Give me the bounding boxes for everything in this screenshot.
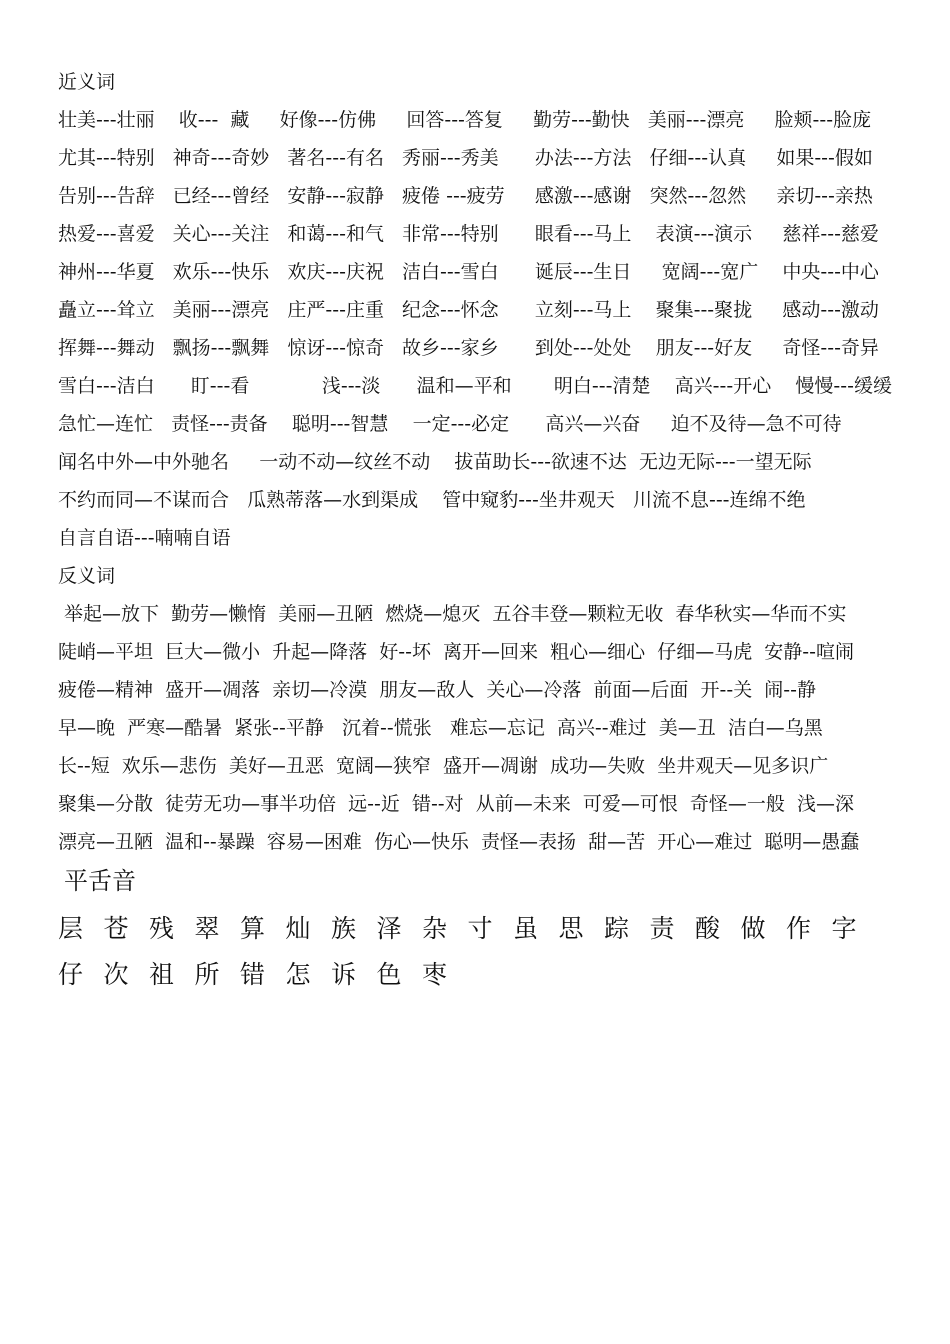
antonym-line: 陡峭—平坦 巨大—微小 升起—降落 好--坏 离开—回来 粗心—细心 仔细—马虎 安静--喧闹 [58,641,854,663]
synonym-line: 告别---告辞 已经---曾经 安静---寂静 疲倦 ---疲劳 感激---感谢 突然---忽然 亲切---亲热 [58,185,873,207]
synonym-line: 自言自语---喃喃自语 [58,527,231,549]
synonyms-heading: 近义词 [58,71,116,93]
flat-tongue-char: 虽 [513,914,539,943]
flat-tongue-char: 所 [194,960,220,989]
flat-tongue-char: 杂 [422,914,448,943]
synonym-line: 矗立---耸立 美丽---漂亮 庄严---庄重 纪念---怀念 立刻---马上 聚集---聚拢 感动---激动 [58,299,879,321]
synonym-line: 不约而同—不谋而合 瓜熟蒂落—水到渠成 管中窥豹---坐井观天 川流不息---连绵不绝 [58,489,806,511]
flat-tongue-char: 怎 [285,960,311,989]
flat-tongue-char: 残 [149,914,175,943]
antonym-line: 长--短 欢乐—悲伤 美好—丑恶 宽阔—狭窄 盛开—凋谢 成功—失败 坐井观天—见多识广 [58,755,829,777]
flat-tongue-char: 次 [103,960,129,989]
antonym-line: 漂亮—丑陋 温和--暴躁 容易—困难 伤心—快乐 责怪—表扬 甜—苦 开心—难过 聪明—愚蠢 [58,831,860,853]
flat-tongue-char: 泽 [376,914,402,943]
flat-tongue-char: 层 [58,914,84,943]
flat-tongue-char: 思 [558,914,584,943]
flat-tongue-char: 仔 [58,960,84,989]
flat-tongue-char: 责 [649,914,675,943]
flat-tongue-row-1 [58,913,877,945]
synonym-line: 雪白---洁白 盯---看 浅---淡 温和—平和 明白---清楚 高兴---开心 慢慢---缓缓 [58,375,892,397]
flat-tongue-char: 苍 [103,914,129,943]
antonyms-heading: 反义词 [58,565,116,587]
flat-tongue-char: 算 [240,914,266,943]
flat-tongue-row-2 [58,959,468,991]
flat-tongue-char: 灿 [285,914,311,943]
antonym-line: 举起—放下 勤劳—懒惰 美丽—丑陋 燃烧—熄灭 五谷丰登—颗粒无收 春华秋实—华而不实 [58,603,847,625]
flat-tongue-char: 酸 [695,914,721,943]
antonym-line: 聚集—分散 徒劳无功—事半功倍 远--近 错--对 从前—未来 可爱—可恨 奇怪—一般 浅—深 [58,793,854,815]
flat-tongue-char: 踪 [604,914,630,943]
flat-tongue-char: 寸 [467,914,493,943]
flat-tongue-char: 色 [376,960,402,989]
flat-tongue-char: 错 [240,960,266,989]
flat-tongue-char: 族 [331,914,357,943]
synonym-line: 壮美---壮丽 收--- 藏 好像---仿佛 回答---答复 勤劳---勤快 美丽---漂亮 脸颊---脸庞 [58,109,872,131]
antonym-line: 疲倦—精神 盛开—凋落 亲切—冷漠 朋友—敌人 关心—冷落 前面—后面 开--关 闹--静 [58,679,816,701]
flat-tongue-char: 翠 [194,914,220,943]
flat-tongue-char: 字 [831,914,857,943]
flat-tongue-heading: 平舌音 [64,867,136,895]
flat-tongue-char: 作 [786,914,812,943]
synonym-line: 闻名中外—中外驰名 一动不动—纹丝不动 拔苗助长---欲速不达 无边无际---一望无际 [58,451,812,473]
flat-tongue-char: 诉 [331,960,357,989]
synonym-line: 挥舞---舞动 飘扬---飘舞 惊讶---惊奇 故乡---家乡 到处---处处 朋友---好友 奇怪---奇异 [58,337,879,359]
synonym-line: 尤其---特别 神奇---奇妙 著名---有名 秀丽---秀美 办法---方法 仔细---认真 如果---假如 [58,147,873,169]
flat-tongue-char: 做 [740,914,766,943]
antonym-line: 早—晚 严寒—酷暑 紧张--平静 沉着--慌张 难忘—忘记 高兴--难过 美—丑 洁白—乌黑 [58,717,823,739]
synonym-line: 神州---华夏 欢乐---快乐 欢庆---庆祝 洁白---雪白 诞辰---生日 宽阔---宽广 中央---中心 [58,261,879,283]
synonym-line: 急忙—连忙 责怪---责备 聪明---智慧 一定---必定 高兴—兴奋 迫不及待—急不可待 [58,413,842,435]
flat-tongue-char: 祖 [149,960,175,989]
flat-tongue-char: 枣 [422,960,448,989]
synonym-line: 热爱---喜爱 关心---关注 和蔼---和气 非常---特别 眼看---马上 表演---演示 慈祥---慈爱 [58,223,879,245]
